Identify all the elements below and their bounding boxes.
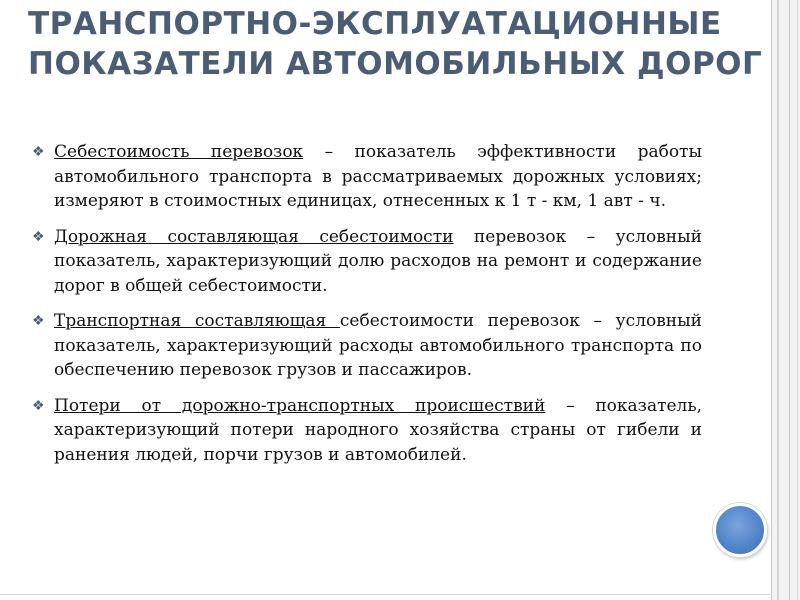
item-term: Себестоимость перевозок	[54, 142, 304, 162]
frame-line	[797, 0, 798, 600]
item-term: Транспортная составляющая	[54, 311, 340, 331]
frame-bottom-line	[0, 594, 772, 595]
item-text: перевозок – условный показатель, характеризующий долю расходов на ремонт и содержание дорог в общей себестоимости.	[54, 226, 702, 296]
list-item	[32, 140, 702, 214]
item-text: – показатель, характеризующий потери народного хозяйства страны от гибели и ранения людей, порчи грузов и автомобилей.	[54, 395, 702, 465]
list-item	[32, 225, 702, 299]
decorative-circle-icon	[713, 503, 767, 557]
diamond-bullet-icon: ❖	[32, 313, 45, 329]
slide-frame-right	[771, 0, 800, 600]
item-term: Потери от дорожно-транспортных происшествий	[54, 395, 546, 416]
list-item	[32, 394, 702, 468]
frame-line	[777, 0, 779, 600]
slide-title: ТРАНСПОРТНО-ЭКСПЛУАТАЦИОННЫЕ ПОКАЗАТЕЛИ АВТОМОБИЛЬНЫХ ДОРОГ	[28, 6, 763, 82]
item-text: – показатель эффективности работы автомобильного транспорта в рассматриваемых дорожных условиях; измеряют в стоимостных единицах, отнесенных к 1 т - км, 1 авт - ч.	[54, 142, 702, 211]
diamond-bullet-icon: ❖	[32, 144, 45, 160]
diamond-bullet-icon: ❖	[32, 397, 45, 414]
item-term: Дорожная составляющая себестоимости	[54, 226, 454, 247]
list-item	[32, 309, 702, 383]
frame-line	[789, 0, 790, 600]
frame-line	[771, 0, 772, 600]
item-text: себестоимости перевозок – условный показатель, характеризующий расходы автомобильного транспорта по обеспечению перевозок грузов и пассажиров.	[54, 311, 702, 380]
diamond-bullet-icon: ❖	[32, 228, 45, 245]
bullet-list	[32, 140, 702, 478]
